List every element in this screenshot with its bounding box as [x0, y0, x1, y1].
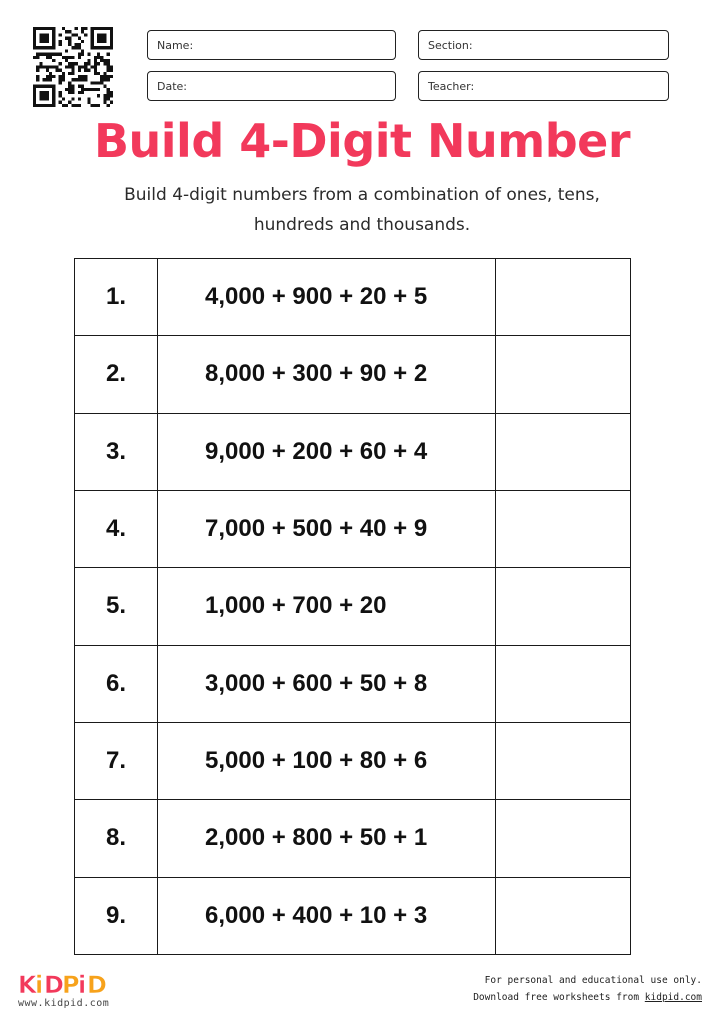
problem-expression: 9,000 + 200 + 60 + 4	[158, 413, 496, 490]
section-label: Section:	[428, 39, 473, 52]
section-field[interactable]	[418, 30, 669, 60]
answer-cell[interactable]	[496, 568, 631, 645]
logo-letter: i	[78, 971, 87, 999]
table-row	[75, 645, 631, 722]
name-label: Name:	[157, 39, 194, 52]
answer-cell[interactable]	[496, 490, 631, 567]
table-row	[75, 877, 631, 954]
kidpid-logo	[18, 969, 118, 999]
problem-number: 3.	[75, 413, 158, 490]
problem-expression: 5,000 + 100 + 80 + 6	[158, 722, 496, 799]
problem-number: 1.	[75, 259, 158, 336]
problem-expression: 1,000 + 700 + 20	[158, 568, 496, 645]
instructions-line-2: hundreds and thousands.	[253, 215, 471, 235]
instructions-line-1: Build 4-digit numbers from a combination of ones, tens,	[124, 185, 600, 205]
problem-number: 2.	[75, 336, 158, 413]
problem-expression: 8,000 + 300 + 90 + 2	[158, 336, 496, 413]
problem-expression: 4,000 + 900 + 20 + 5	[158, 259, 496, 336]
problem-number: 6.	[75, 645, 158, 722]
logo-letter: P	[62, 971, 80, 999]
table-row	[75, 722, 631, 799]
footer-note	[473, 972, 702, 1006]
problem-number: 7.	[75, 722, 158, 799]
problem-number: 5.	[75, 568, 158, 645]
footer-note-line-1: For personal and educational use only.	[484, 975, 702, 986]
table-row	[75, 413, 631, 490]
problem-number: 9.	[75, 877, 158, 954]
table-row	[75, 800, 631, 877]
logo-letter: D	[87, 971, 107, 999]
table-row	[75, 259, 631, 336]
footer-link[interactable]: kidpid.com	[644, 992, 702, 1003]
table-row	[75, 568, 631, 645]
answer-cell[interactable]	[496, 877, 631, 954]
problem-expression: 2,000 + 800 + 50 + 1	[158, 800, 496, 877]
footer-note-line-2	[473, 989, 702, 1006]
logo-letter: K	[18, 971, 37, 999]
problem-number: 4.	[75, 490, 158, 567]
problem-number: 8.	[75, 800, 158, 877]
logo-letter: i	[35, 971, 44, 999]
answer-cell[interactable]	[496, 336, 631, 413]
footer-note-prefix: Download free worksheets from	[473, 992, 645, 1003]
qr-code	[33, 27, 113, 107]
answer-cell[interactable]	[496, 800, 631, 877]
date-label: Date:	[157, 80, 187, 93]
problem-expression: 3,000 + 600 + 50 + 8	[158, 645, 496, 722]
answer-cell[interactable]	[496, 259, 631, 336]
problem-expression: 6,000 + 400 + 10 + 3	[158, 877, 496, 954]
teacher-field[interactable]	[418, 71, 669, 101]
answer-cell[interactable]	[496, 722, 631, 799]
problem-expression: 7,000 + 500 + 40 + 9	[158, 490, 496, 567]
answer-cell[interactable]	[496, 413, 631, 490]
date-field[interactable]	[147, 71, 396, 101]
table-row	[75, 490, 631, 567]
answer-cell[interactable]	[496, 645, 631, 722]
problem-table	[74, 258, 631, 955]
instructions	[60, 180, 664, 240]
logo-letter: D	[44, 971, 64, 999]
teacher-label: Teacher:	[428, 80, 475, 93]
worksheet-title: Build 4-Digit Number	[93, 114, 631, 168]
name-field[interactable]	[147, 30, 396, 60]
table-row	[75, 336, 631, 413]
logo-url: www.kidpid.com	[18, 998, 110, 1009]
